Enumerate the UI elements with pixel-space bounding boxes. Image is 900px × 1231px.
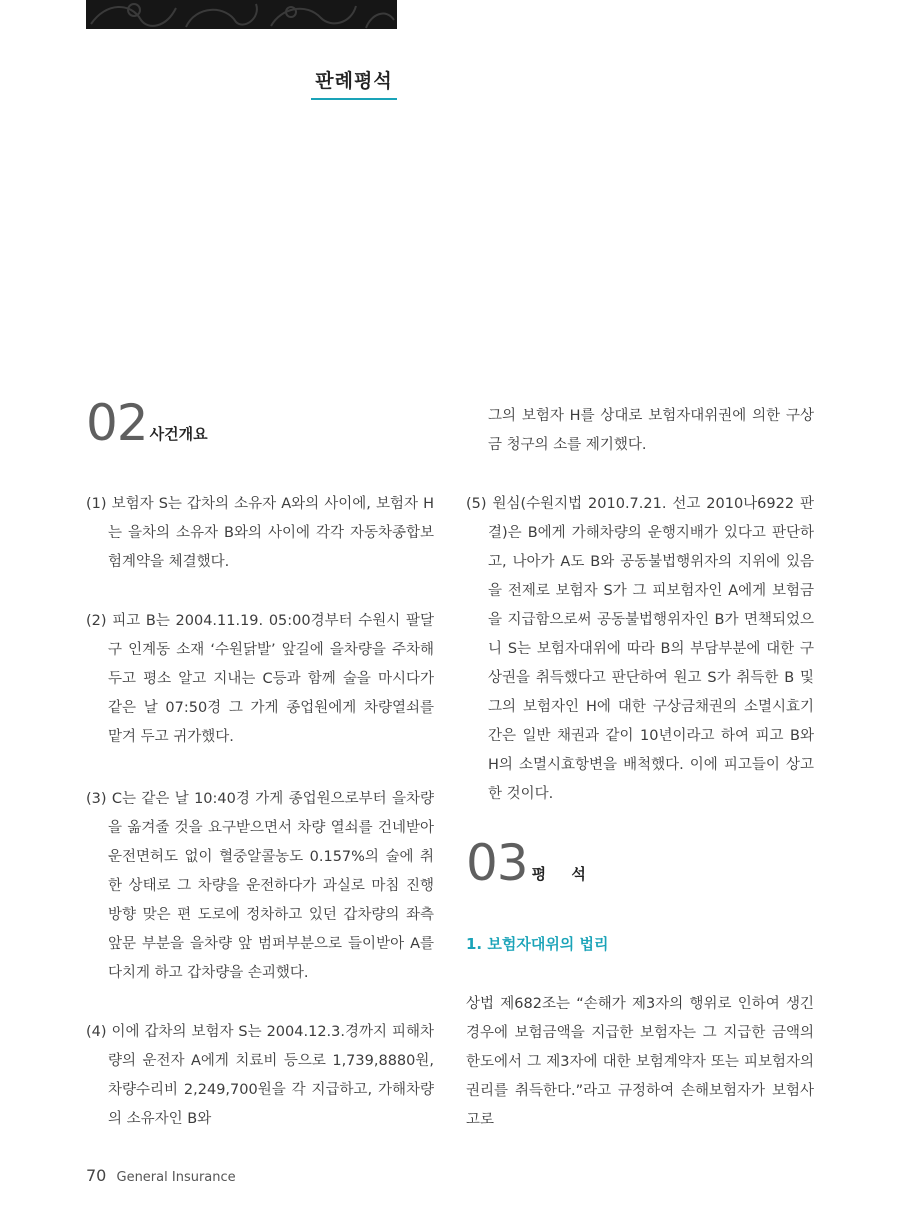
swirl-pattern-icon <box>86 0 397 29</box>
case-item-3: (3) C는 같은 날 10:40경 가게 종업원으로부터 을차량을 옮겨줄 것을 요구받으면서 차량 열쇠를 건네받아 운전면허도 없이 혈중알콜농도 0.157%의 술에 취한 상태로 그 차량을 운전하다가 과실로 마침 진행방향 맞은 편 도로에 정차하고 있던 갑차량의 좌측 앞문 부분을 을차량 앞 범퍼부분으로 들이받아 A를 다치게 하고 갑차량을 손괴했다. <box>86 791 434 981</box>
section-tag: 판례평석 <box>311 66 397 100</box>
analysis-paragraph: 상법 제682조는 “손해가 제3자의 행위로 인하여 생긴 경우에 보험금액을 지급한 보험자는 그 지급한 금액의 한도에서 그 제3자에 대한 보험계약자 또는 피보험자의 권리를 취득한다.”라고 규정하여 손해보험자가 보험사고로 <box>466 996 814 1128</box>
case-item-2: (2) 피고 B는 2004.11.19. 05:00경부터 수원시 팔달구 인계동 소재 ‘수원닭발’ 앞길에 을차량을 주차해 두고 평소 알고 지내는 C등과 함께 술을 마시다가 같은 날 07:50경 그 가게 종업원에게 차량열쇠를 맡겨 두고 귀가했다. <box>86 613 434 745</box>
section-title: 평 석 <box>531 865 596 883</box>
page-footer <box>86 1166 236 1185</box>
subsection-heading: 1. 보험자대위의 법리 <box>466 935 609 953</box>
case-item-4-continuation: 그의 보험자 H를 상대로 보험자대위권에 의한 구상금 청구의 소를 제기했다. <box>488 408 814 453</box>
section-number: 02 <box>86 394 148 452</box>
section-02-heading <box>86 394 208 452</box>
section-03-heading <box>466 834 596 892</box>
header-banner-decoration <box>86 0 397 29</box>
case-item-4: (4) 이에 갑차의 보험자 S는 2004.12.3.경까지 피해차량의 운전자 A에게 치료비 등으로 1,739,8880원, 차량수리비 2,249,700원을 각 지급하고, 가해차량의 소유자인 B와 <box>86 1024 434 1127</box>
page-number: 70 <box>86 1166 107 1185</box>
case-item-1: (1) 보험자 S는 갑차의 소유자 A와의 사이에, 보험자 H는 을차의 소유자 B와의 사이에 각각 자동차종합보험계약을 체결했다. <box>86 496 434 570</box>
section-title: 사건개요 <box>149 425 208 443</box>
section-number: 03 <box>466 834 528 892</box>
magazine-name: General Insurance <box>116 1170 236 1185</box>
case-item-5: (5) 원심(수원지법 2010.7.21. 선고 2010나6922 판결)은 B에게 가해차량의 운행지배가 있다고 판단하고, 나아가 A도 B와 공동불법행위자의 지위에 있음을 전제로 보험자 S가 그 피보험자인 A에게 보험금을 지급함으로써 공동불법행위자인 B가 면책되었으니 S는 보험자대위에 따라 B의 부담부분에 대한 구상권을 취득했다고 판단하여 원고 S가 취득한 B 및 그의 보험자인 H에 대한 구상금채권의 소멸시효기간은 일반 채권과 같이 10년이라고 하여 피고 B와 H의 소멸시효항변을 배척했다. 이에 피고들이 상고한 것이다. <box>466 496 814 802</box>
